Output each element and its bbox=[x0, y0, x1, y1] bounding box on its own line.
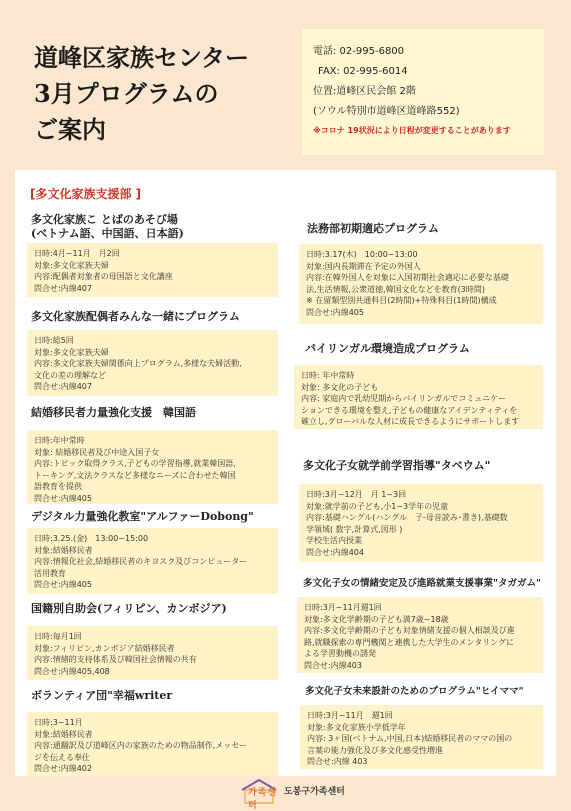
tel: 電話: 02-995-6800 bbox=[313, 46, 405, 57]
program-title-8: バイリンガル環境造成プログラム bbox=[305, 342, 470, 355]
program-details-3: 日時:年中常時 対象: 結婚移民者及び中途入国子女 内容:トピック取得クラス,子どもの学習指導,就業韓国語, トーキング,文法クラスなど多様なニーズに合わせた韓国 語教育を提供 問合せ:内線405 bbox=[27, 430, 278, 504]
program-title-4: デジタル力量強化教室"アルファーDobong" bbox=[31, 510, 254, 523]
program-details-9: 日時:3月~12月 月 1~3回 対象:就学前の子ども,小1~3学年の児童 内容:基礎ハングル(ハングル 子-母音読み･書き),基礎数 学領域( 数字,計算式,図形 ) 学校生活内授業 問合せ:内線404 bbox=[299, 484, 543, 562]
covid-notice: ※コロナ 19状況により日程が変更することがあります bbox=[313, 126, 511, 135]
title-line-3: ご案内 bbox=[34, 115, 106, 144]
address: (ソウル特別市道峰区道峰路552) bbox=[313, 106, 460, 117]
program-details-6: 日時:3~11月 対象:結婚移民者 内容:通翻訳及び道峰区内の家族のための物品制作,メッセー ジを伝える奉仕 問合せ:内線402 bbox=[27, 712, 278, 776]
program-title-3: 結婚移民者力量強化支援 韓国語 bbox=[31, 406, 196, 419]
title-line-2: 3月プログラムの bbox=[34, 79, 219, 108]
program-details-8: 日時: 年中常時 対象: 多文化の子ども 内容: 家庭内で乳幼児期からバイリンガルでコミュニケー ションできる環境を整え,子どもの健康なアイデンティティを 確立し,グローバルな人材に成長できるようにサポートします bbox=[294, 365, 543, 429]
program-details-1: 日時:4月~11月 月2回 対象:多文化家族夫婦 内容:配偶者対象者の母国語と文化講座 問合せ:内線407 bbox=[27, 243, 278, 297]
program-title-11: 多文化子女未来設計のためのプログラム"ヒイママ" bbox=[305, 686, 524, 697]
department-label: [多文化家族支援部 ] bbox=[30, 187, 142, 201]
page-title bbox=[34, 40, 284, 148]
program-title-6: ボランティア団"幸福writer bbox=[31, 689, 173, 702]
program-title-9: 多文化子女就学前学習指導"タベウム" bbox=[303, 459, 491, 472]
program-details-4: 日時:3.25.(金) 13:00~15:00 対象:結婚移民者 内容:情報化社会,結婚移民者のキヨスク及びコンピューター 活用教育 問合せ:内線405 bbox=[27, 528, 278, 594]
org-name: 도봉구가족센터 bbox=[284, 786, 345, 797]
program-details-10: 日時:3月~11月週1回 対象:多文化学齢期の子ども満7歳~18歳 内容:多文化学齢期の子ども対象情緒支援の個人相談及び進 路,就職探索の専門機関と連携した大学生のメンタリングに よる学習動機の誘発 問合せ:内線403 bbox=[297, 597, 543, 673]
program-details-11: 日時:3月~11月 週1回 対象:多文化家族小学低学年 内容: 3ヶ国(ベトナム,中国,日本)結婚移民者のママの国の 言葉の能力強化及び多文化感受性増進 問合せ:内線 403 bbox=[300, 705, 543, 769]
family-center-logo bbox=[238, 778, 280, 811]
program-title-5: 国籍別自助会(フィリピン、カンボジア) bbox=[31, 602, 227, 615]
fax: FAX: 02-995-6014 bbox=[318, 66, 408, 77]
location: 位置:道峰区民会館 2階 bbox=[313, 86, 416, 97]
program-details-5: 日時:毎月1回 対象:フィリピン,カンボジア結婚移民者 内容:情緒的支持体系及び韓国社会情報の共有 問合せ:内線405,408 bbox=[27, 626, 278, 680]
program-title-1: 多文化家族こ とばのあそび場 (ベトナム語、中国語、日本語) bbox=[31, 213, 184, 240]
title-line-1: 道峰区家族センター bbox=[34, 43, 250, 72]
program-title-7: 法務部初期適応プログラム bbox=[307, 222, 439, 235]
program-details-2: 日時:総5回 対象:多文化家族夫婦 内容:多文化家族夫婦関係向上プログラム,多様な夫婦活動, 文化の差の理解など 問合せ:内線407 bbox=[27, 330, 278, 396]
program-title-10: 多文化子女の情緒安定及び進路就業支援事業"タガガム" bbox=[303, 578, 541, 589]
footer bbox=[238, 778, 345, 811]
logo-text: 가족센터 bbox=[248, 788, 278, 811]
contact-box bbox=[302, 29, 544, 155]
program-details-7: 日時:3.17(木) 10:00~13:00 対象:国内長期滞在予定の外国人 内容:在韓外国人を対象に入国初期社会適応に必要な基礎 法,生活情報,公衆道徳,韓国文化などを教育(3時間) ※ 在留類型別共通科目(2時間)+特殊科目(1時間)構成 問合せ:内線405 bbox=[299, 244, 543, 324]
program-title-2: 多文化家族配偶者みんな一緒にプログラム bbox=[31, 310, 240, 323]
